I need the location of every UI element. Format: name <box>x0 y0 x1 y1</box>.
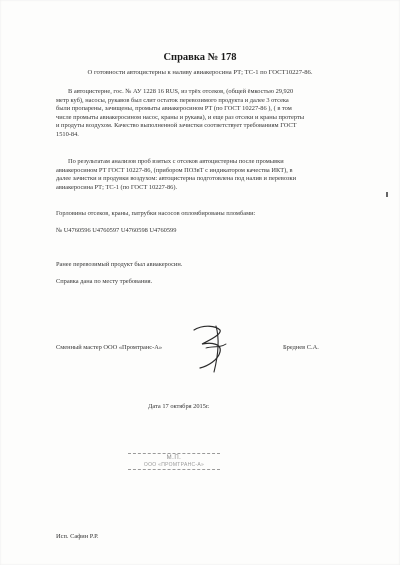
paragraph-analysis <box>68 158 284 167</box>
stamp-line: ООО «ПРОМТРАНС-А» <box>143 462 205 468</box>
paragraph-line: авиакеросина РТ; ТС-1 (по ГОСТ 10227-86). <box>56 183 178 191</box>
paragraph-line: числе промыты авиакеросином насос, краны и рукава), и еще раз отсеки и краны протерты <box>56 113 305 121</box>
seal-numbers: № U4760596 U4760597 U4760598 U4760599 <box>56 227 177 234</box>
executor-name: Исп. Сафин Р.Р. <box>56 533 99 540</box>
paragraph-line: далее зачистки и продувки воздухом: автоцистерна подготовлена под налив и перевозки <box>56 175 297 183</box>
master-name: Бреднев С.А. <box>283 344 319 351</box>
stamp-line: М.П. <box>166 455 182 461</box>
paragraph-line: метр куб), насосы, рукавов был слит остаток перевозимого продукта и далее 3 отсека <box>56 96 289 104</box>
margin-mark <box>386 192 388 197</box>
master-role: Сменный мастер ООО «Промтранс-А» <box>56 344 163 351</box>
issued-for-note: Справка дана по месту требования. <box>56 278 153 285</box>
document-date: Дата 17 октября 2015г. <box>148 403 210 410</box>
seals-intro: Горловины отсеков, краны, патрубки насосов опломбированы пломбами: <box>56 210 256 217</box>
company-stamp <box>128 453 220 470</box>
paragraph-line: 1510-84. <box>56 130 79 138</box>
paragraph-tank-cleaning-cont <box>56 97 304 140</box>
document-title: Справка № 178 <box>163 52 237 63</box>
paragraph-tank-cleaning <box>68 88 293 97</box>
document-subtitle: О готовности автоцистерны к наливу авиакеросина РТ; ТС-1 по ГОСТ10227-86. <box>87 69 313 76</box>
previous-cargo-note: Ранее перевозимый продукт был авиакеросин. <box>56 261 183 268</box>
paragraph-line: авиакеросином РТ ГОСТ 10227-86, (прибором ПОЗвТ с индикатором качества ИКТ), в <box>56 166 293 174</box>
paragraph-analysis-cont <box>56 167 296 193</box>
paragraph-line: По результатам анализов проб взятых с отсеков автоцистерны после промывки <box>68 158 284 165</box>
paragraph-line: В автоцистерне, гос. № АУ 1228 16 RUS, из трёх отсеков, (общей ёмкостью 29,920 <box>68 88 294 95</box>
paragraph-line: и продуты воздухом. Качество выполненной зачистки соответствует требованиям ГОСТ <box>56 122 297 130</box>
handwritten-signature <box>186 322 244 374</box>
paragraph-line: были пропарены, зачищены, промыты авиакеросином РТ (по ГОСТ 10227-86 ), ( в том <box>56 105 292 113</box>
